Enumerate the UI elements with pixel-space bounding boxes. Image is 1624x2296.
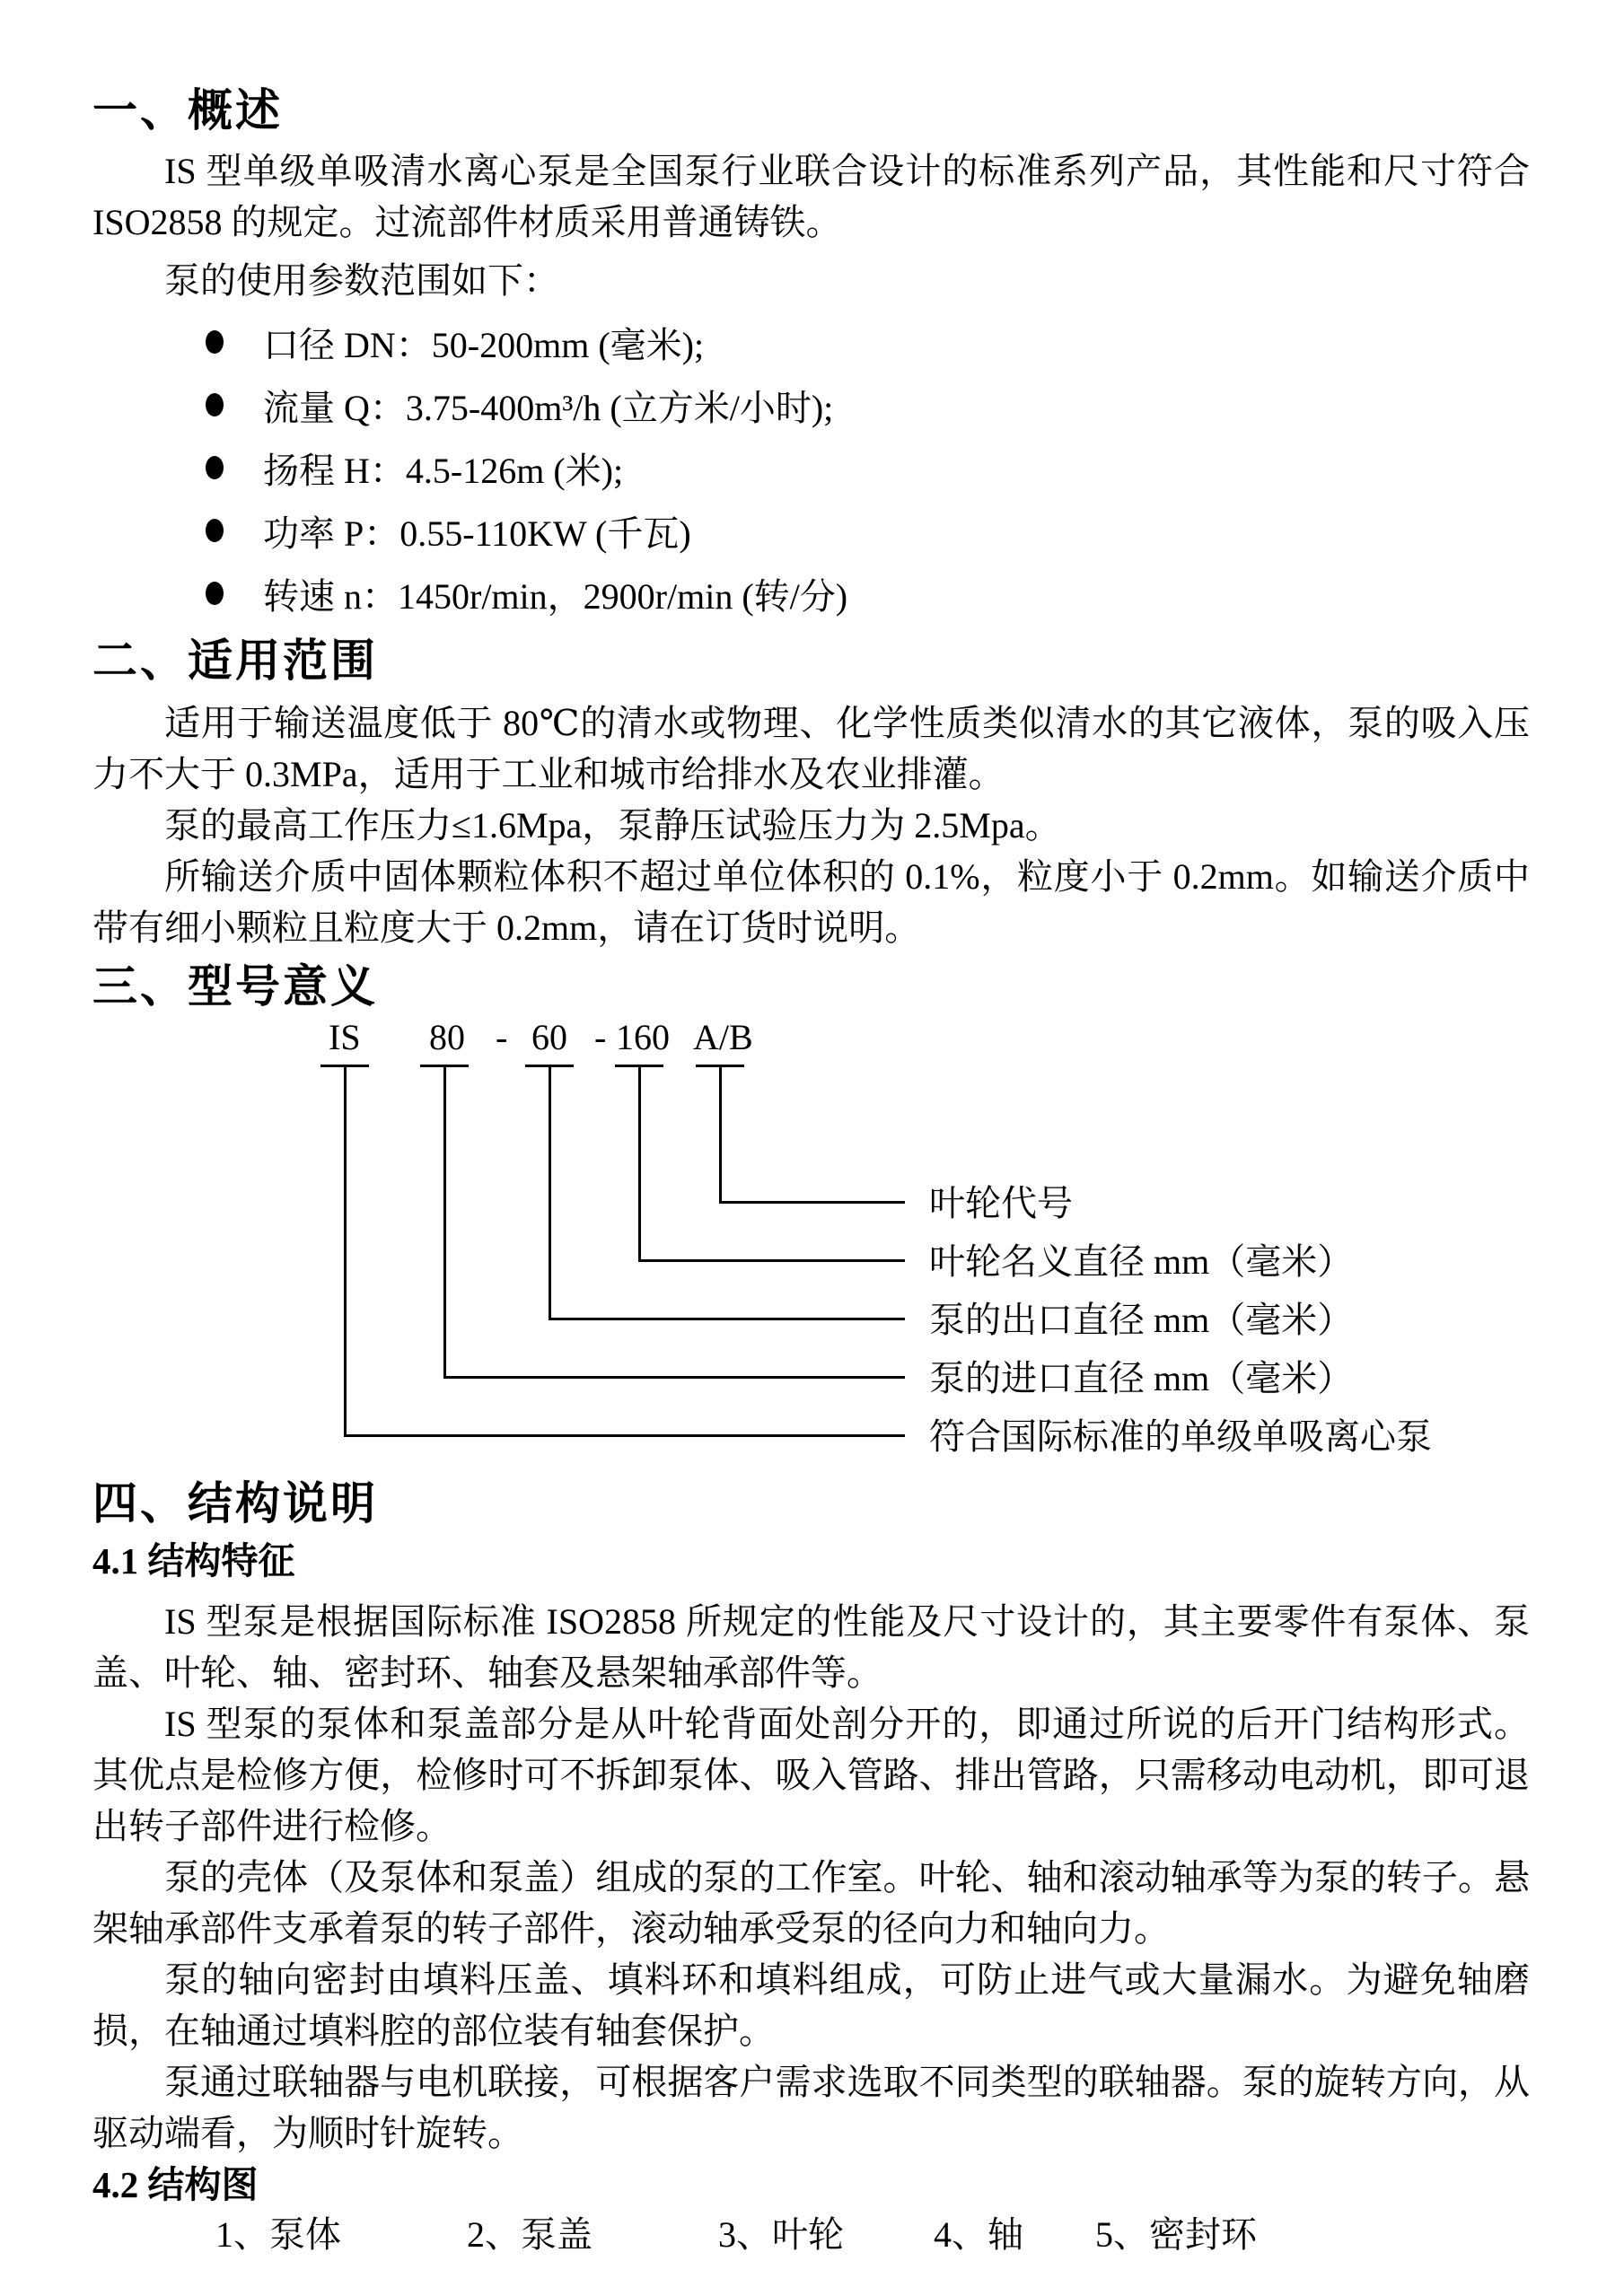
part-label-body: 1、泵体 [215,2214,341,2255]
section1-paragraph-2: 泵的使用参数范围如下： [164,260,559,301]
model-label-series-meaning: 符合国际标准的单级单吸离心泵 [929,1416,1432,1457]
section4-paragraph-1: IS 型泵是根据国际标准 ISO2858 所规定的性能及尺寸设计的，其主要零件有泵体、泵盖、叶轮、轴、密封环、轴套及悬架轴承部件等。 [92,1601,1530,1693]
model-connector-vertical-outlet [549,1067,551,1320]
spec-item-speed [206,572,1530,615]
spec-item-text: 功率 P：0.55-110KW (千瓦) [263,513,691,554]
model-token-dash: - [496,1017,508,1057]
section2-paragraph-3: 所输送介质中固体颗粒体积不超过单位体积的 0.1%，粒度小于 0.2mm。如输送介质中带有细小颗粒且粒度大于 0.2mm，请在订货时说明。 [92,856,1530,948]
model-label-impeller-diameter: 叶轮名义直径 mm（毫米） [929,1241,1354,1282]
section4-heading: 四、结构说明 [92,1478,378,1529]
model-connector-vertical-series [344,1067,347,1437]
spec-item-diameter [206,320,1530,364]
spec-item-flow [206,383,1530,426]
section2-paragraph-2: 泵的最高工作压力≤1.6Mpa，泵静压试验压力为 2.5Mpa。 [164,805,1061,846]
part-label-impeller: 3、叶轮 [718,2214,844,2255]
model-token-dash: - [594,1017,607,1057]
bullet-icon [206,582,224,605]
model-label-outlet-diameter: 泵的出口直径 mm（毫米） [929,1300,1354,1340]
section4-paragraph-3: 泵的壳体（及泵体和泵盖）组成的泵的工作室。叶轮、轴和滚动轴承等为泵的转子。悬架轴承部件支承着泵的转子部件，滚动轴承受泵的径向力和轴向力。 [92,1857,1530,1949]
part-label-cover: 2、泵盖 [467,2214,593,2255]
model-connector-vertical-impeller-code [719,1067,722,1204]
section4-paragraph-4: 泵的轴向密封由填料压盖、填料环和填料组成，可防止进气或大量漏水。为避免轴磨损，在轴通过填料腔的部位装有轴套保护。 [92,1959,1530,2051]
section4-paragraph-2: IS 型泵的泵体和泵盖部分是从叶轮背面处剖分开的，即通过所说的后开门结构形式。其优点是检修方便，检修时可不拆卸泵体、吸入管路、排出管路，只需移动电动机，即可退出转子部件进行检修。 [92,1704,1530,1846]
section4-sub1-heading: 4.1 结构特征 [92,1540,295,1582]
section3-heading: 三、型号意义 [92,961,378,1012]
part-label-shaft: 4、轴 [934,2214,1023,2255]
model-token-outlet: 60 [531,1017,567,1057]
section2-paragraph-1: 适用于输送温度低于 80℃的清水或物理、化学性质类似清水的其它液体，泵的吸入压力不大于 0.3MPa，适用于工业和城市给排水及农业排灌。 [92,703,1530,794]
spec-item-text: 口径 DN：50-200mm (毫米); [263,324,705,365]
model-label-impeller-code: 叶轮代号 [929,1183,1073,1223]
model-connector-horizontal-impeller-code [719,1201,905,1204]
spec-item-text: 扬程 H：4.5-126m (米); [263,450,624,491]
model-designation-diagram [92,1011,1530,1470]
model-label-inlet-diameter: 泵的进口直径 mm（毫米） [929,1358,1354,1398]
model-token-impeller-diameter: 160 [616,1017,670,1057]
section2-heading: 二、适用范围 [92,635,378,686]
bullet-icon [206,519,224,542]
spec-item-text: 流量 Q：3.75-400m³/h (立方米/小时); [263,387,834,428]
model-connector-vertical-inlet [443,1067,446,1379]
section1-heading: 一、概述 [92,85,283,136]
model-connector-vertical-impeller-diameter [638,1067,641,1262]
model-connector-horizontal-outlet [549,1318,905,1320]
bullet-icon [206,330,224,354]
model-connector-horizontal-inlet [443,1376,905,1379]
spec-item-power [206,509,1530,552]
bullet-icon [206,456,224,479]
section1-paragraph-1: IS 型单级单吸清水离心泵是全国泵行业联合设计的标准系列产品，其性能和尺寸符合 ISO2858 的规定。过流部件材质采用普通铸铁。 [92,151,1530,242]
section4-sub2-heading: 4.2 结构图 [92,2164,259,2205]
spec-bullet-list [92,320,1530,615]
model-token-series: IS [329,1017,361,1057]
part-label-seal-ring: 5、密封环 [1095,2214,1257,2255]
model-connector-horizontal-impeller-diameter [638,1259,905,1262]
structure-parts-legend [215,2214,1530,2256]
spec-item-text: 转速 n：1450r/min，2900r/min (转/分) [263,575,848,617]
model-connector-horizontal-series [344,1434,905,1437]
section4-paragraph-5: 泵通过联轴器与电机联接，可根据客户需求选取不同类型的联轴器。泵的旋转方向，从驱动端看，为顺时针旋转。 [92,2062,1530,2153]
bullet-icon [206,393,224,416]
model-token-inlet: 80 [429,1017,465,1057]
spec-item-head [206,446,1530,489]
model-token-impeller-code: A/B [693,1017,753,1057]
